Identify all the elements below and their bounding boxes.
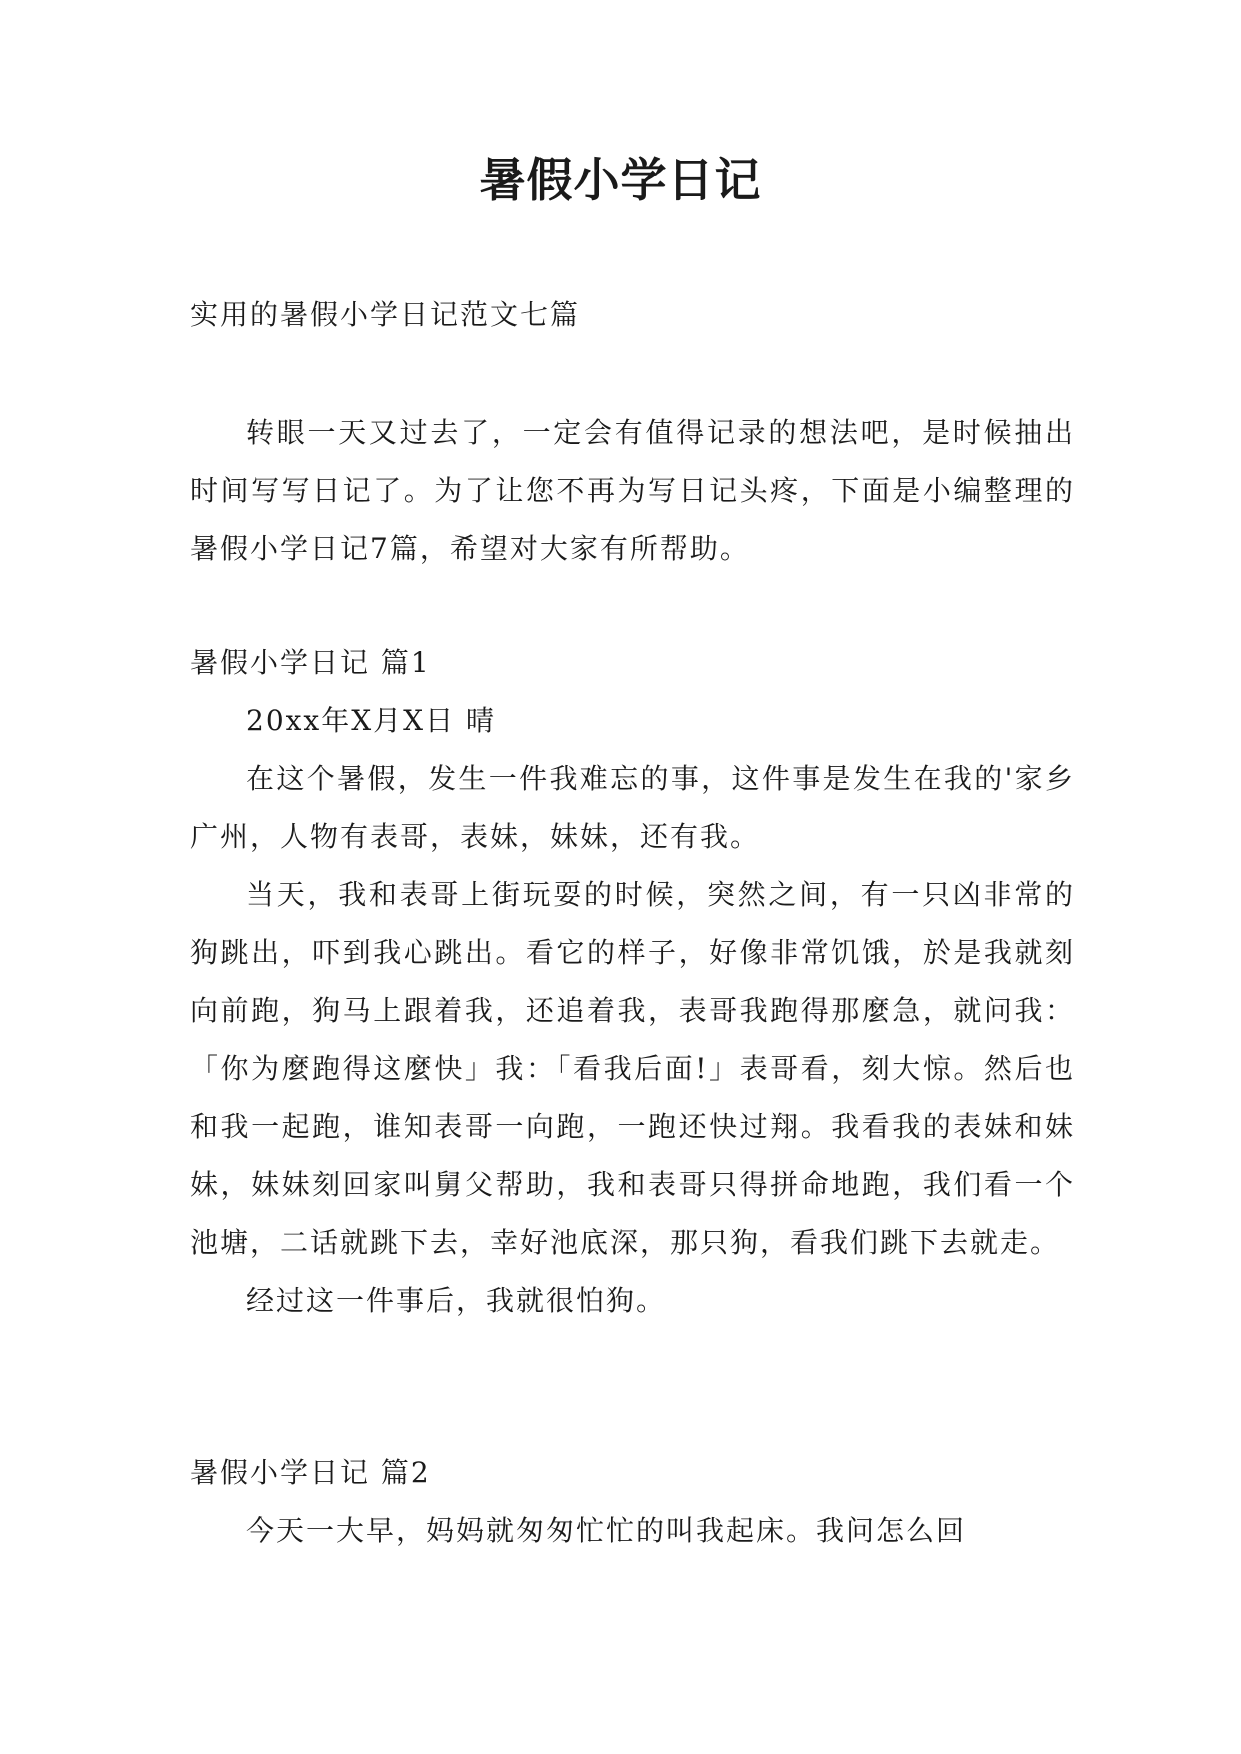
entry-date-line: 20xx年X月X日 晴 bbox=[246, 704, 496, 737]
diary-entry bbox=[190, 1444, 1075, 1560]
diary-entry bbox=[190, 634, 1075, 1330]
entry-paragraph: 今天一大早，妈妈就匆匆忙忙的叫我起床。我问怎么回 bbox=[246, 1514, 967, 1547]
document-subtitle: 实用的暑假小学日记范文七篇 bbox=[190, 298, 581, 331]
entry-heading: 暑假小学日记 篇2 bbox=[190, 1456, 431, 1489]
entry-heading: 暑假小学日记 篇1 bbox=[190, 646, 431, 679]
entry-paragraph: 经过这一件事后，我就很怕狗。 bbox=[246, 1284, 667, 1317]
entry-paragraph: 当天，我和表哥上街玩耍的时候，突然之间，有一只凶非常的狗跳出，吓到我心跳出。看它的样子，好像非常饥饿，於是我就刻向前跑，狗马上跟着我，还追着我，表哥我跑得那麼急，就问我：「你为麼跑得这麼快」我：「看我后面!」表哥看，刻大惊。然后也和我一起跑，谁知表哥一向跑，一跑还快过翔。我看我的表妹和妹妹，妹妹刻回家叫舅父帮助，我和表哥只得拼命地跑，我们看一个池塘，二话就跳下去，幸好池底深，那只狗，看我们跳下去就走。 bbox=[190, 878, 1075, 1259]
intro-section bbox=[190, 404, 1075, 578]
entry-paragraph: 在这个暑假，发生一件我难忘的事，这件事是发生在我的'家乡广州，人物有表哥，表妹，妹妹，还有我。 bbox=[190, 762, 1075, 853]
document-title: 暑假小学日记 bbox=[479, 153, 762, 207]
intro-paragraph: 转眼一天又过去了，一定会有值得记录的想法吧，是时候抽出时间写写日记了。为了让您不再为写日记头疼，下面是小编整理的暑假小学日记7篇，希望对大家有所帮助。 bbox=[190, 416, 1075, 565]
